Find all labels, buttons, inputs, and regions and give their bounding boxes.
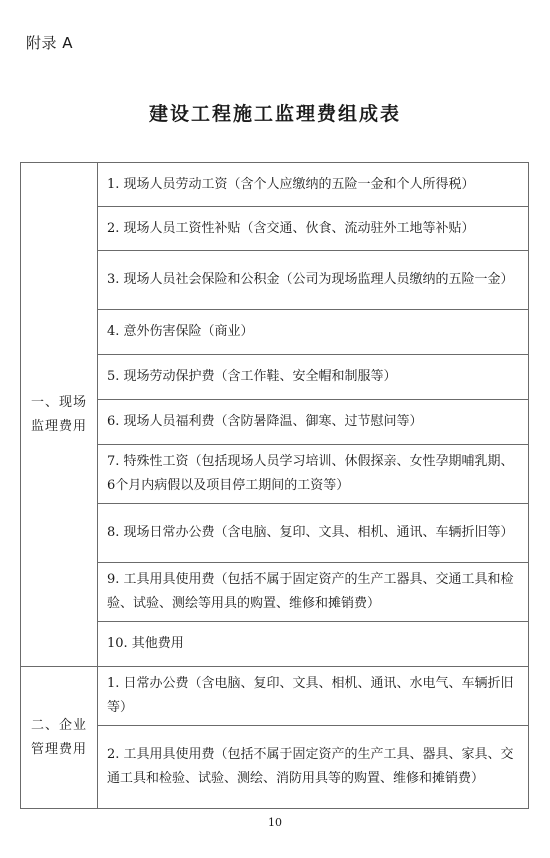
table-row bbox=[21, 504, 529, 563]
category-label-line1: 二、企业 bbox=[30, 717, 87, 733]
fee-item: 1. 现场人员劳动工资（含个人应缴纳的五险一金和个人所得税） bbox=[98, 163, 529, 207]
table-row bbox=[21, 310, 529, 355]
fee-item: 3. 现场人员社会保险和公积金（公司为现场监理人员缴纳的五险一金） bbox=[98, 251, 529, 310]
table-row bbox=[21, 251, 529, 310]
table-row bbox=[21, 445, 529, 504]
fee-item: 6. 现场人员福利费（含防暑降温、御寒、过节慰问等） bbox=[98, 400, 529, 445]
table-row bbox=[21, 207, 529, 251]
fee-item: 1. 日常办公费（含电脑、复印、文具、相机、通讯、水电气、车辆折旧等） bbox=[98, 667, 529, 726]
category-label-line2: 监理费用 bbox=[30, 418, 87, 434]
fee-item: 8. 现场日常办公费（含电脑、复印、文具、相机、通讯、车辆折旧等） bbox=[98, 504, 529, 563]
table-row bbox=[21, 563, 529, 622]
appendix-label: 附录 A bbox=[26, 34, 74, 52]
table-row bbox=[21, 667, 529, 726]
category-label-line1: 一、现场 bbox=[30, 394, 87, 410]
fee-item: 7. 特殊性工资（包括现场人员学习培训、休假探亲、女性孕期哺乳期、6个月内病假以及项目停工期间的工资等） bbox=[98, 445, 529, 504]
category-label-line2: 管理费用 bbox=[30, 741, 87, 757]
table-row bbox=[21, 355, 529, 400]
table-row bbox=[21, 163, 529, 207]
fee-item: 4. 意外伤害保险（商业） bbox=[98, 310, 529, 355]
page-title: 建设工程施工监理费组成表 bbox=[148, 103, 401, 125]
fee-item: 2. 工具用具使用费（包括不属于固定资产的生产工具、器具、家具、交通工具和检验、试验、测绘、消防用具等的购置、维修和摊销费） bbox=[98, 726, 529, 809]
page-number: 10 bbox=[268, 816, 282, 829]
category-cell-site bbox=[21, 163, 98, 667]
table-row bbox=[21, 726, 529, 809]
category-cell-enterprise bbox=[21, 667, 98, 809]
fee-item: 2. 现场人员工资性补贴（含交通、伙食、流动驻外工地等补贴） bbox=[98, 207, 529, 251]
table-row bbox=[21, 622, 529, 667]
table-row bbox=[21, 400, 529, 445]
fee-item: 9. 工具用具使用费（包括不属于固定资产的生产工器具、交通工具和检验、试验、测绘等用具的购置、维修和摊销费） bbox=[98, 563, 529, 622]
fee-item: 5. 现场劳动保护费（含工作鞋、安全帽和制服等） bbox=[98, 355, 529, 400]
fee-composition-table bbox=[20, 162, 529, 809]
fee-item: 10. 其他费用 bbox=[98, 622, 529, 667]
